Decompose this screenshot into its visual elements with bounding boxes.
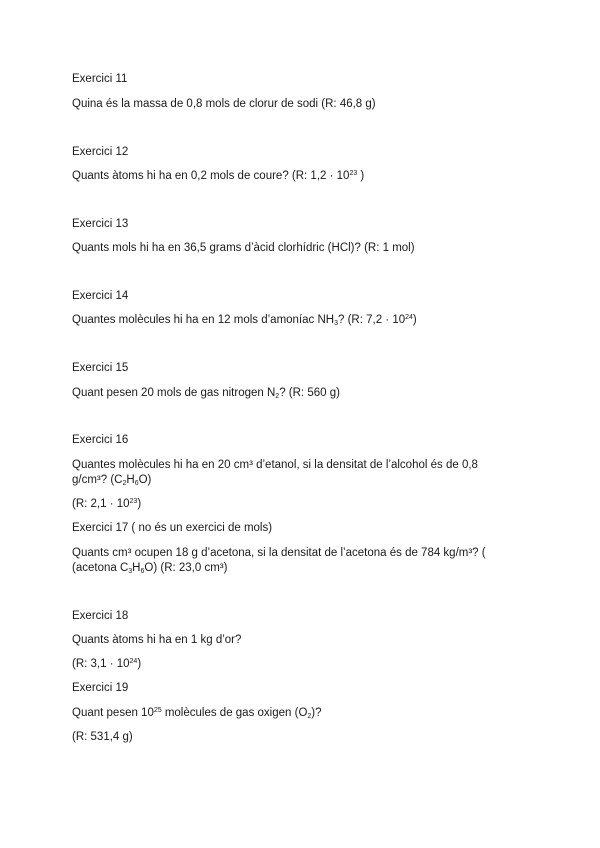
exercise-19-line-2: (R: 531,4 g) [72,731,133,743]
exercise-19-line-1: Quant pesen $10^{25}$ molècules de gas oxigen $(O_2)$? [72,707,322,720]
exercise-16-line-1: Quantes molècules hi ha en 20 cm³ d’etanol, si la densitat de l’alcohol és de 0,8 [72,459,478,471]
exercise-16-title: Exercici 16 [72,434,129,446]
exercise-18-title: Exercici 18 [72,610,129,622]
exercise-12-line-1: Quants àtoms hi ha en 0,2 mols de coure? (R: $1,2 \cdot 10^{23}$ ) [72,170,365,182]
exercise-14-line-1: Quantes molècules hi ha en 12 mols d’amoníac $NH_3$? (R: $7,2 \cdot 10^{24}$) [72,314,417,327]
exercise-13-title: Exercici 13 [72,218,129,230]
exercise-15-line-1: Quant pesen 20 mols de gas nitrogen $N_2$? (R: 560 g) [72,387,340,400]
exercise-16-line-2: g/cm³? $(C_2H_6O)$ [72,474,152,487]
exercise-16-line-3: (R: $2,1 \cdot 10^{23}$) [72,498,142,510]
exercise-18-line-2: (R: $3,1 \cdot 10^{24}$) [72,658,142,670]
exercise-18-line-1: Quants àtoms hi ha en 1 kg d’or? [72,634,242,646]
exercise-11-line-1: Quina és la massa de 0,8 mols de clorur de sodi (R: 46,8 g) [72,98,376,110]
exercise-12-title: Exercici 12 [72,146,129,158]
exercise-13-line-1: Quants mols hi ha en 36,5 grams d’àcid clorhídric (HCl)? (R: 1 mol) [72,242,415,254]
exercise-15-title: Exercici 15 [72,362,129,374]
exercise-19-title: Exercici 19 [72,682,129,694]
exercise-17-title: Exercici 17 ( no és un exercici de mols) [72,522,273,534]
exercise-14-title: Exercici 14 [72,290,129,302]
exercise-11-title: Exercici 11 [72,73,128,85]
exercise-17-line-1: Quants cm³ ocupen 18 g d’acetona, si la densitat de l’acetona és de 784 kg/m³? ( [72,547,486,559]
exercise-17-line-2: (acetona $C_3H_6O$) (R: 23,0 cm³) [72,562,228,575]
